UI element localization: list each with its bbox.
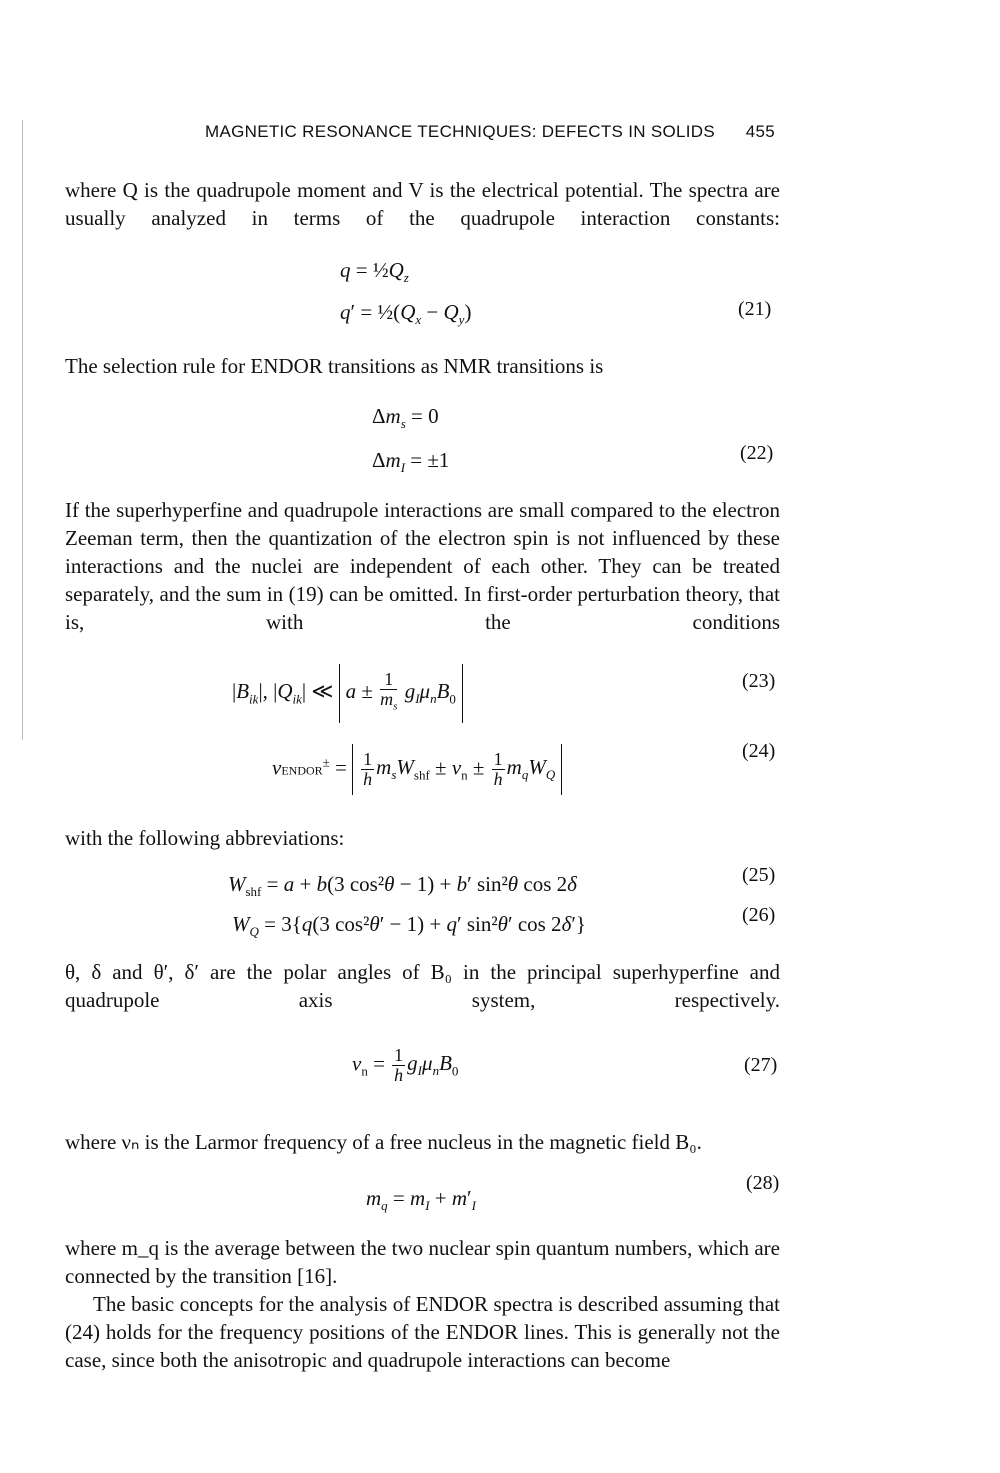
- equation-number-28: (28): [746, 1172, 780, 1194]
- equation-number-27: (27): [744, 1054, 778, 1076]
- equation-22a: $\Delta m_s = 0$: [372, 404, 439, 432]
- equation-24: νENDOR± = $\frac{1}{h}$ $m_sW_{shf} \pm \nu_n$ ± $\frac{1}{h}$ $m_qW_Q$: [272, 744, 562, 795]
- paragraph-5: θ, δ and θ′, δ′ are the polar angles of B₀ in the principal superhyperfine and quadrupole axis system, respectively.: [65, 960, 780, 1012]
- equation-27: $\nu_n$ = $\frac{1}{h}$ $g_I\mu_nB_0$: [352, 1045, 459, 1085]
- margin-line: [22, 120, 23, 740]
- paragraph-4: with the following abbreviations:: [65, 826, 345, 850]
- paragraph-6: where νₙ is the Larmor frequency of a free nucleus in the magnetic field B₀.: [65, 1130, 702, 1154]
- paragraph-7: where m_q is the average between the two nuclear spin quantum numbers, which are connected by the transition [16].: [65, 1236, 780, 1288]
- running-header: [205, 122, 775, 142]
- equation-number-22: (22): [740, 442, 774, 464]
- equation-21b: $q' = \frac{1}{2}(Q_x - Q_y)$: [340, 300, 472, 328]
- page-number: 455: [745, 122, 775, 141]
- header-title: MAGNETIC RESONANCE TECHNIQUES: DEFECTS IN SOLIDS: [205, 122, 715, 141]
- equation-number-25: (25): [742, 864, 776, 886]
- equation-28: $m_q = m_I + m'_I$: [366, 1186, 476, 1214]
- equation-number-24: (24): [742, 740, 776, 762]
- equation-number-23: (23): [742, 670, 776, 692]
- paragraph-2: The selection rule for ENDOR transitions as NMR transitions is: [65, 354, 604, 378]
- equation-number-26: (26): [742, 904, 776, 926]
- equation-25: $W_{shf} = a + b(3$ cos²θ − 1) + b′ sin²θ cos 2δ: [228, 872, 577, 900]
- equation-23: $|B_{ik}|$, $|Q_{ik}|$ ≪ a ± $\frac{1}{m_s}$ $g_I\mu_nB_0$: [232, 664, 463, 723]
- equation-26: $W_Q = 3\{q(3$ cos²θ′ − 1) + q′ sin²θ′ cos 2δ′}: [232, 912, 587, 940]
- paragraph-3: If the superhyperfine and quadrupole interactions are small compared to the electron Zeeman term, then the quantization of the electron spin is not influenced by these interactions and the nuclei are independent of each other. They can be treated separately, and the sum in (19) can be omitted. In first-order perturbation theory, that is, with the conditions: [65, 498, 780, 634]
- equation-number-21: (21): [738, 298, 772, 320]
- equation-21a: $q = \frac{1}{2}Q_z$: [340, 258, 409, 286]
- paragraph-8: The basic concepts for the analysis of ENDOR spectra is described assuming that (24) holds for the frequency positions of the ENDOR lines. This is generally not the case, since both the anisotropic and quadrupole interactions can become: [65, 1292, 780, 1372]
- equation-22b: $\Delta m_I = \pm 1$: [372, 448, 450, 476]
- paragraph-1: where Q is the quadrupole moment and V is the electrical potential. The spectra are usually analyzed in terms of the quadrupole interaction constants:: [65, 178, 780, 230]
